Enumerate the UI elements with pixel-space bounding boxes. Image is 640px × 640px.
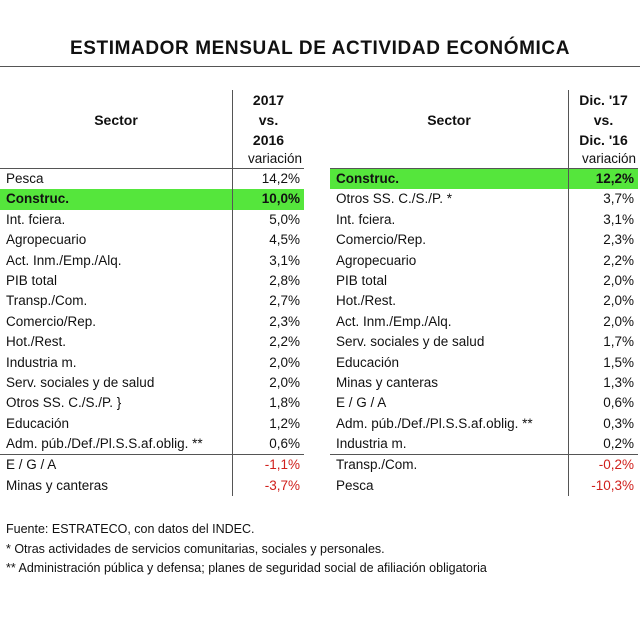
table-row [330, 373, 638, 393]
footnote-source: Fuente: ESTRATECO, con datos del INDEC. [6, 522, 255, 536]
table-row [0, 230, 304, 250]
sector-name: Pesca [336, 477, 374, 493]
sector-name: E / G / A [6, 457, 57, 473]
sector-name: Int. fciera. [6, 211, 66, 227]
period-header-line: vs. [258, 112, 279, 128]
table-header [330, 90, 638, 150]
table-row [0, 332, 304, 352]
sector-name: Adm. púb./Def./Pl.S.S.af.oblig. ** [6, 436, 203, 452]
variation-value: 2,2% [603, 252, 634, 268]
variation-value: 2,3% [603, 232, 634, 248]
table-row [0, 189, 304, 209]
table-row [0, 476, 304, 496]
table-row [0, 169, 304, 189]
sector-column-header: Sector [427, 112, 471, 128]
sector-column-header: Sector [94, 112, 138, 128]
sector-name: PIB total [6, 272, 58, 288]
variation-value: 1,7% [603, 334, 634, 350]
table-row [330, 393, 638, 413]
table-row [0, 454, 304, 475]
table-row [330, 230, 638, 250]
sector-name: Pesca [6, 171, 44, 186]
table-row [330, 414, 638, 434]
table-subheader [330, 150, 638, 168]
table-row [0, 291, 304, 311]
table-row [0, 393, 304, 413]
variacion-label: variación [581, 151, 636, 166]
table-row [330, 271, 638, 291]
sector-name: Act. Inm./Emp./Alq. [6, 252, 122, 268]
table-row [330, 332, 638, 352]
sector-name: Minas y canteras [336, 374, 439, 390]
variation-value: -10,3% [591, 477, 634, 493]
table-row [330, 169, 638, 189]
variation-value: 1,3% [603, 374, 634, 390]
variation-value: 12,2% [595, 171, 634, 186]
sector-name: Otros SS. C./S./P. } [6, 395, 122, 411]
sector-name: Agropecuario [6, 232, 87, 248]
variation-value: 3,7% [603, 191, 634, 207]
table-row [330, 210, 638, 230]
variation-value: -1,1% [264, 457, 300, 473]
sector-name: Int. fciera. [336, 211, 396, 227]
sector-name: Industria m. [6, 354, 77, 370]
sector-name: Construc. [6, 191, 70, 207]
sector-name: Hot./Rest. [6, 334, 67, 350]
table-row [0, 353, 304, 373]
table-row [330, 353, 638, 373]
variation-value: 10,0% [261, 191, 300, 207]
table-row [330, 312, 638, 332]
sector-name: Comercio/Rep. [6, 313, 97, 329]
table-row [330, 189, 638, 209]
column-divider [568, 90, 569, 496]
sector-name: Educación [6, 415, 70, 431]
sector-name: Serv. sociales y de salud [6, 374, 155, 390]
variation-value: 3,1% [603, 211, 634, 227]
variation-value: 2,0% [603, 313, 634, 329]
variation-value: 4,5% [269, 232, 300, 248]
period-column-header [569, 90, 638, 150]
variation-value: 1,5% [603, 354, 634, 370]
table-subheader [0, 150, 304, 168]
period-header-line: vs. [593, 112, 614, 128]
variation-value: 2,0% [269, 354, 300, 370]
variation-value: -0,2% [598, 457, 634, 473]
variation-value: 2,7% [269, 293, 300, 309]
sector-name: Educación [336, 354, 400, 370]
column-divider [232, 90, 233, 496]
period-column-header [233, 90, 304, 150]
variation-value: 0,6% [603, 395, 634, 411]
sector-name: Act. Inm./Emp./Alq. [336, 313, 452, 329]
table-row [0, 434, 304, 454]
variation-value: 0,6% [269, 436, 300, 452]
sector-name: Transp./Com. [336, 457, 418, 473]
sector-name: Minas y canteras [6, 477, 109, 493]
sector-name: Hot./Rest. [336, 293, 397, 309]
variation-value: 2,2% [269, 334, 300, 350]
variation-value: -3,7% [264, 477, 300, 493]
table-row [0, 414, 304, 434]
sector-name: Construc. [336, 171, 400, 186]
variation-value: 2,3% [269, 313, 300, 329]
variation-value: 2,0% [603, 272, 634, 288]
table-row [0, 373, 304, 393]
footnote-otros: * Otras actividades de servicios comunitarias, sociales y personales. [6, 541, 385, 556]
period-header-line: 2016 [252, 132, 285, 148]
table-row [0, 251, 304, 271]
footnotes [6, 520, 487, 579]
variation-value: 2,8% [269, 272, 300, 288]
table-december [330, 90, 638, 496]
page-title: ESTIMADOR MENSUAL DE ACTIVIDAD ECONÓMICA [69, 38, 571, 59]
table-row [0, 210, 304, 230]
variation-value: 14,2% [261, 171, 300, 186]
sector-name: E / G / A [336, 395, 387, 411]
variation-value: 2,0% [603, 293, 634, 309]
table-header [0, 90, 304, 150]
variation-value: 5,0% [269, 211, 300, 227]
table-row [330, 434, 638, 454]
variacion-label: variación [247, 151, 302, 166]
sector-name: PIB total [336, 272, 388, 288]
table-row [0, 271, 304, 291]
variation-value: 1,2% [269, 415, 300, 431]
period-header-line: Dic. '16 [579, 132, 628, 148]
table-row [330, 291, 638, 311]
table-row [0, 312, 304, 332]
sector-name: Comercio/Rep. [336, 232, 427, 248]
table-annual [0, 90, 304, 496]
period-header-line: 2017 [252, 92, 285, 108]
sector-name: Otros SS. C./S./P. * [336, 191, 453, 207]
sector-name: Serv. sociales y de salud [336, 334, 485, 350]
variation-value: 1,8% [269, 395, 300, 411]
variation-value: 0,3% [603, 415, 634, 431]
variation-value: 2,0% [269, 374, 300, 390]
sector-name: Transp./Com. [6, 293, 88, 309]
title-divider [0, 66, 640, 67]
table-row [330, 454, 638, 475]
sector-name: Industria m. [336, 436, 407, 452]
table-row [330, 251, 638, 271]
table-row [330, 476, 638, 496]
sector-name: Adm. púb./Def./Pl.S.S.af.oblig. ** [336, 415, 533, 431]
variation-value: 0,2% [603, 436, 634, 452]
period-header-line: Dic. '17 [579, 92, 628, 108]
sector-name: Agropecuario [336, 252, 417, 268]
footnote-adm: ** Administración pública y defensa; planes de seguridad social de afiliación obligatoria [6, 561, 487, 575]
variation-value: 3,1% [269, 252, 300, 268]
